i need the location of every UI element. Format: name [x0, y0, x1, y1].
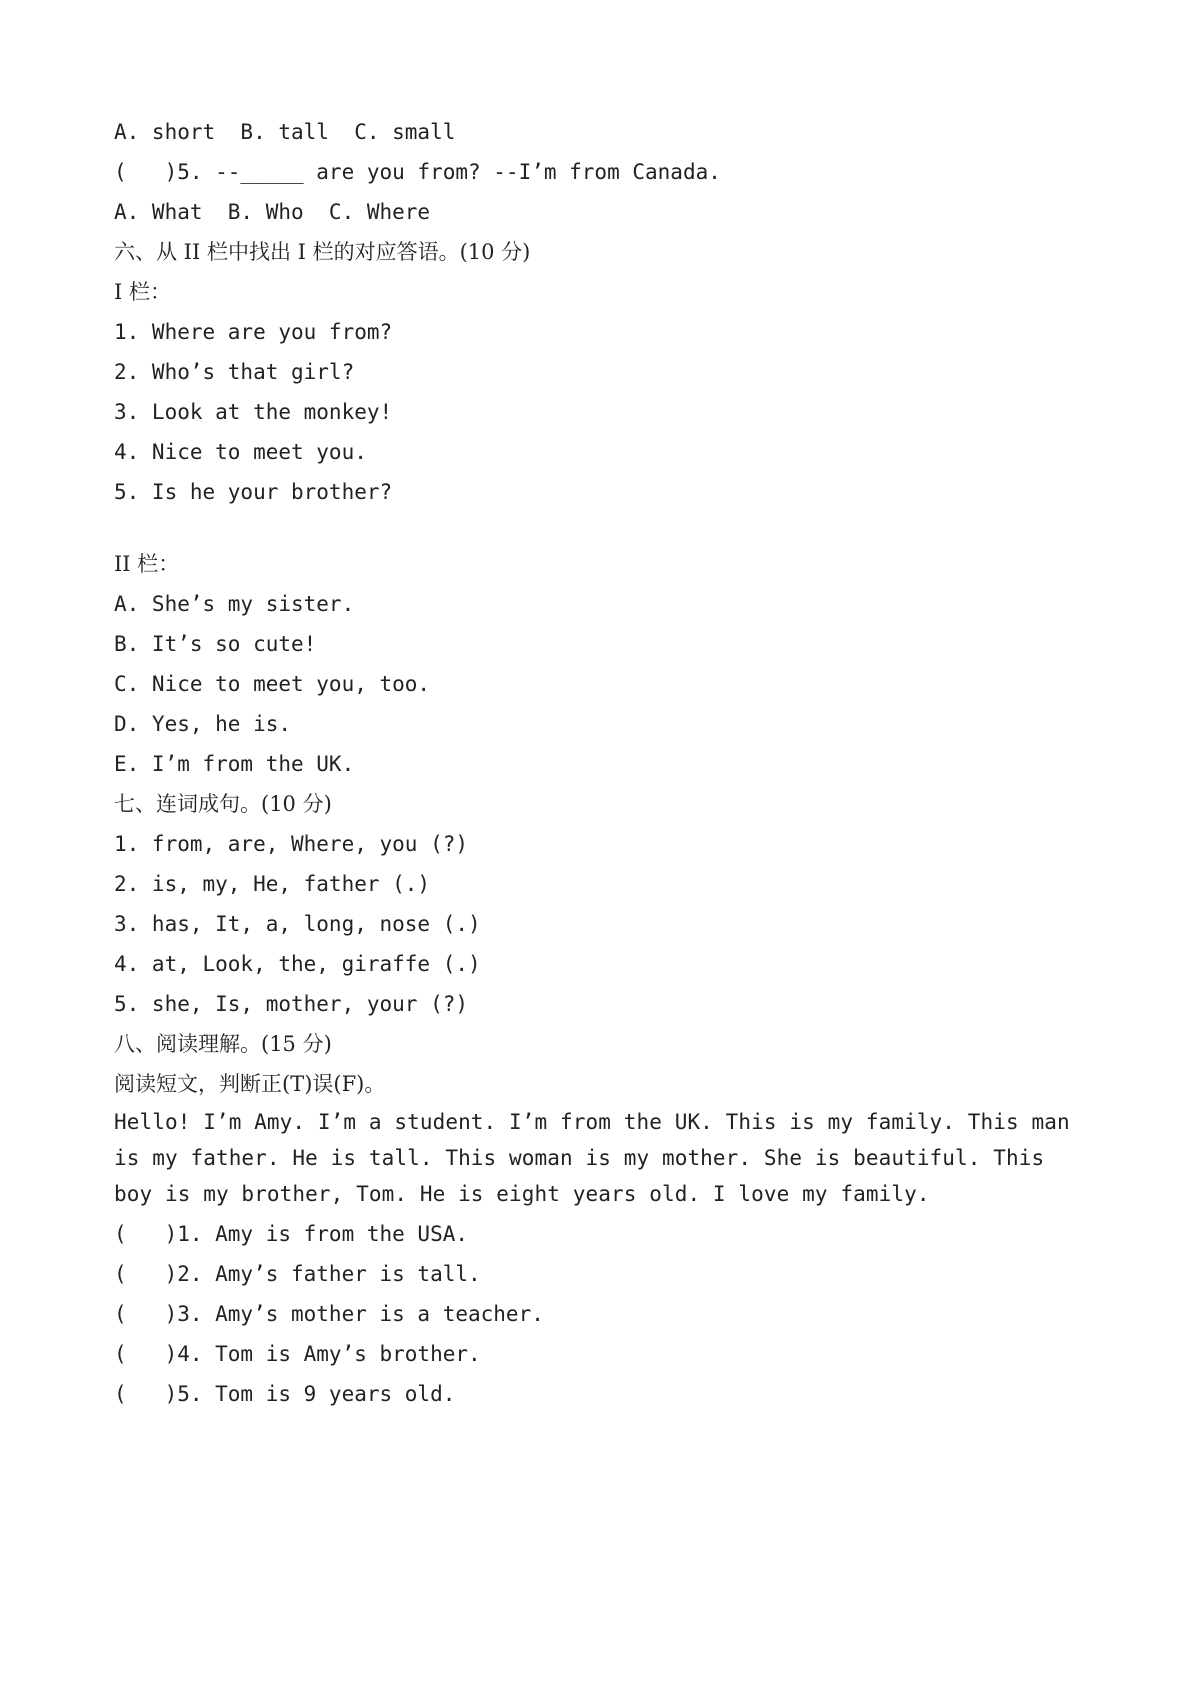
- section8-heading: 八、阅读理解。(15 分): [114, 1032, 332, 1056]
- worksheet-page: [114, 112, 1084, 1414]
- tf-question-3: ( )3. Amy’s mother is a teacher.: [114, 1302, 544, 1326]
- word-order-item-4: 4. at, Look, the, giraffe (.): [114, 952, 481, 976]
- tf-question-2: ( )2. Amy’s father is tall.: [114, 1262, 481, 1286]
- word-order-item-5: 5. she, Is, mother, your (?): [114, 992, 469, 1016]
- tf-question-4: ( )4. Tom is Amy’s brother.: [114, 1342, 481, 1366]
- word-order-item-3: 3. has, It, a, long, nose (.): [114, 912, 481, 936]
- spacer: [114, 512, 1084, 544]
- word-order-item-2: 2. is, my, He, father (.): [114, 872, 431, 896]
- q5-question: ( )5. --_____ are you from? --I’m from Canada.: [114, 160, 721, 184]
- section7-heading: 七、连词成句。(10 分): [114, 792, 332, 816]
- column1-item-1: 1. Where are you from?: [114, 320, 393, 344]
- column1-item-2: 2. Who’s that girl?: [114, 360, 355, 384]
- column1-label: I 栏：: [114, 280, 171, 304]
- column2-item-b: B. It’s so cute!: [114, 632, 317, 656]
- tf-question-1: ( )1. Amy is from the USA.: [114, 1222, 469, 1246]
- column1-item-4: 4. Nice to meet you.: [114, 440, 367, 464]
- column2-item-c: C. Nice to meet you, too.: [114, 672, 431, 696]
- q4-options: A. short B. tall C. small: [114, 120, 456, 144]
- tf-question-5: ( )5. Tom is 9 years old.: [114, 1382, 456, 1406]
- column2-item-a: A. She’s my sister.: [114, 592, 355, 616]
- reading-instruction: 阅读短文，判断正(T)误(F)。: [114, 1072, 386, 1096]
- reading-passage: Hello! I’m Amy. I’m a student. I’m from the UK. This is my family. This man is my father. He is tall. This woman is my mother. She is beautiful. This boy is my brother, Tom. He is eight years old. I love my family.: [114, 1110, 1070, 1206]
- column2-label: II 栏：: [114, 552, 180, 576]
- column1-item-3: 3. Look at the monkey!: [114, 400, 393, 424]
- column1-item-5: 5. Is he your brother?: [114, 480, 393, 504]
- word-order-item-1: 1. from, are, Where, you (?): [114, 832, 469, 856]
- section6-heading: 六、从 II 栏中找出 I 栏的对应答语。(10 分): [114, 240, 531, 264]
- q5-options: A. What B. Who C. Where: [114, 200, 431, 224]
- column2-item-e: E. I’m from the UK.: [114, 752, 355, 776]
- column2-item-d: D. Yes, he is.: [114, 712, 292, 736]
